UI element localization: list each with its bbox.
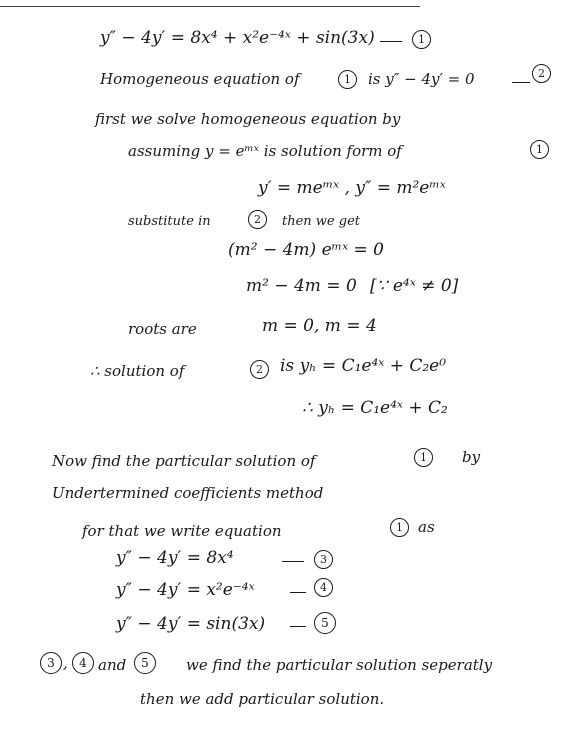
dash [282, 561, 304, 562]
roots-values: m = 0, m = 4 [262, 316, 377, 336]
homogeneous-text: Homogeneous equation of [100, 70, 300, 88]
equation-3: y″ − 4y′ = 8x⁴ [116, 548, 234, 568]
homogeneous-equation: is y″ − 4y′ = 0 [368, 70, 475, 88]
equation-tag-2: 2 [532, 64, 551, 83]
particular-text: Now find the particular solution of [52, 452, 316, 470]
ref-tag-1: 1 [530, 140, 549, 159]
by-text: by [462, 448, 481, 466]
and-text: and [98, 656, 127, 674]
equation-tag-5: 5 [314, 612, 336, 634]
method-text: Undertermined coefficients method [52, 484, 324, 502]
substitute-text: substitute in [128, 214, 211, 229]
derivatives: y′ = meᵐˣ , y″ = m²eᵐˣ [258, 178, 446, 198]
comma: , [63, 654, 68, 672]
first-solve-text: first we solve homogeneous equation by [95, 110, 401, 128]
homogeneous-solution-simplified: ∴ yₕ = C₁e⁴ˣ + C₂ [302, 398, 448, 418]
nonzero-note: [∵ e⁴ˣ ≠ 0] [370, 276, 459, 296]
for-that-text: for that we write equation [82, 522, 282, 540]
roots-text: roots are [128, 320, 197, 338]
dash [290, 626, 306, 627]
characteristic-equation: m² − 4m = 0 [246, 276, 357, 296]
ref-tag-1: 1 [338, 70, 357, 89]
dash [290, 592, 306, 593]
dash [512, 82, 530, 83]
ref-tag-1: 1 [414, 448, 433, 467]
ref-tag-3: 3 [40, 652, 62, 674]
ref-tag-5: 5 [134, 652, 156, 674]
then-get-text: then we get [282, 214, 360, 229]
assuming-text: assuming y = eᵐˣ is solution form of [128, 142, 402, 160]
homogeneous-solution: is yₕ = C₁e⁴ˣ + C₂e⁰ [280, 356, 447, 376]
ref-tag-4: 4 [72, 652, 94, 674]
characteristic-product: (m² − 4m) eᵐˣ = 0 [228, 240, 384, 260]
as-text: as [418, 518, 435, 536]
equation-4: y″ − 4y′ = x²e⁻⁴ˣ [116, 580, 255, 600]
ref-tag-1: 1 [390, 518, 409, 537]
top-rule [0, 6, 420, 7]
solution-of-text: ∴ solution of [90, 362, 185, 380]
equation-5: y″ − 4y′ = sin(3x) [116, 614, 266, 634]
ref-tag-2: 2 [250, 360, 269, 379]
equation-tag-3: 3 [314, 550, 333, 569]
add-text: then we add particular solution. [140, 690, 385, 708]
dash [380, 41, 402, 42]
equation-tag-1: 1 [412, 30, 431, 49]
main-equation: y″ − 4y′ = 8x⁴ + x²e⁻⁴ˣ + sin(3x) [100, 28, 375, 48]
ref-tag-2: 2 [248, 210, 267, 229]
equation-tag-4: 4 [314, 578, 333, 597]
separately-text: we find the particular solution seperatly [186, 656, 493, 674]
